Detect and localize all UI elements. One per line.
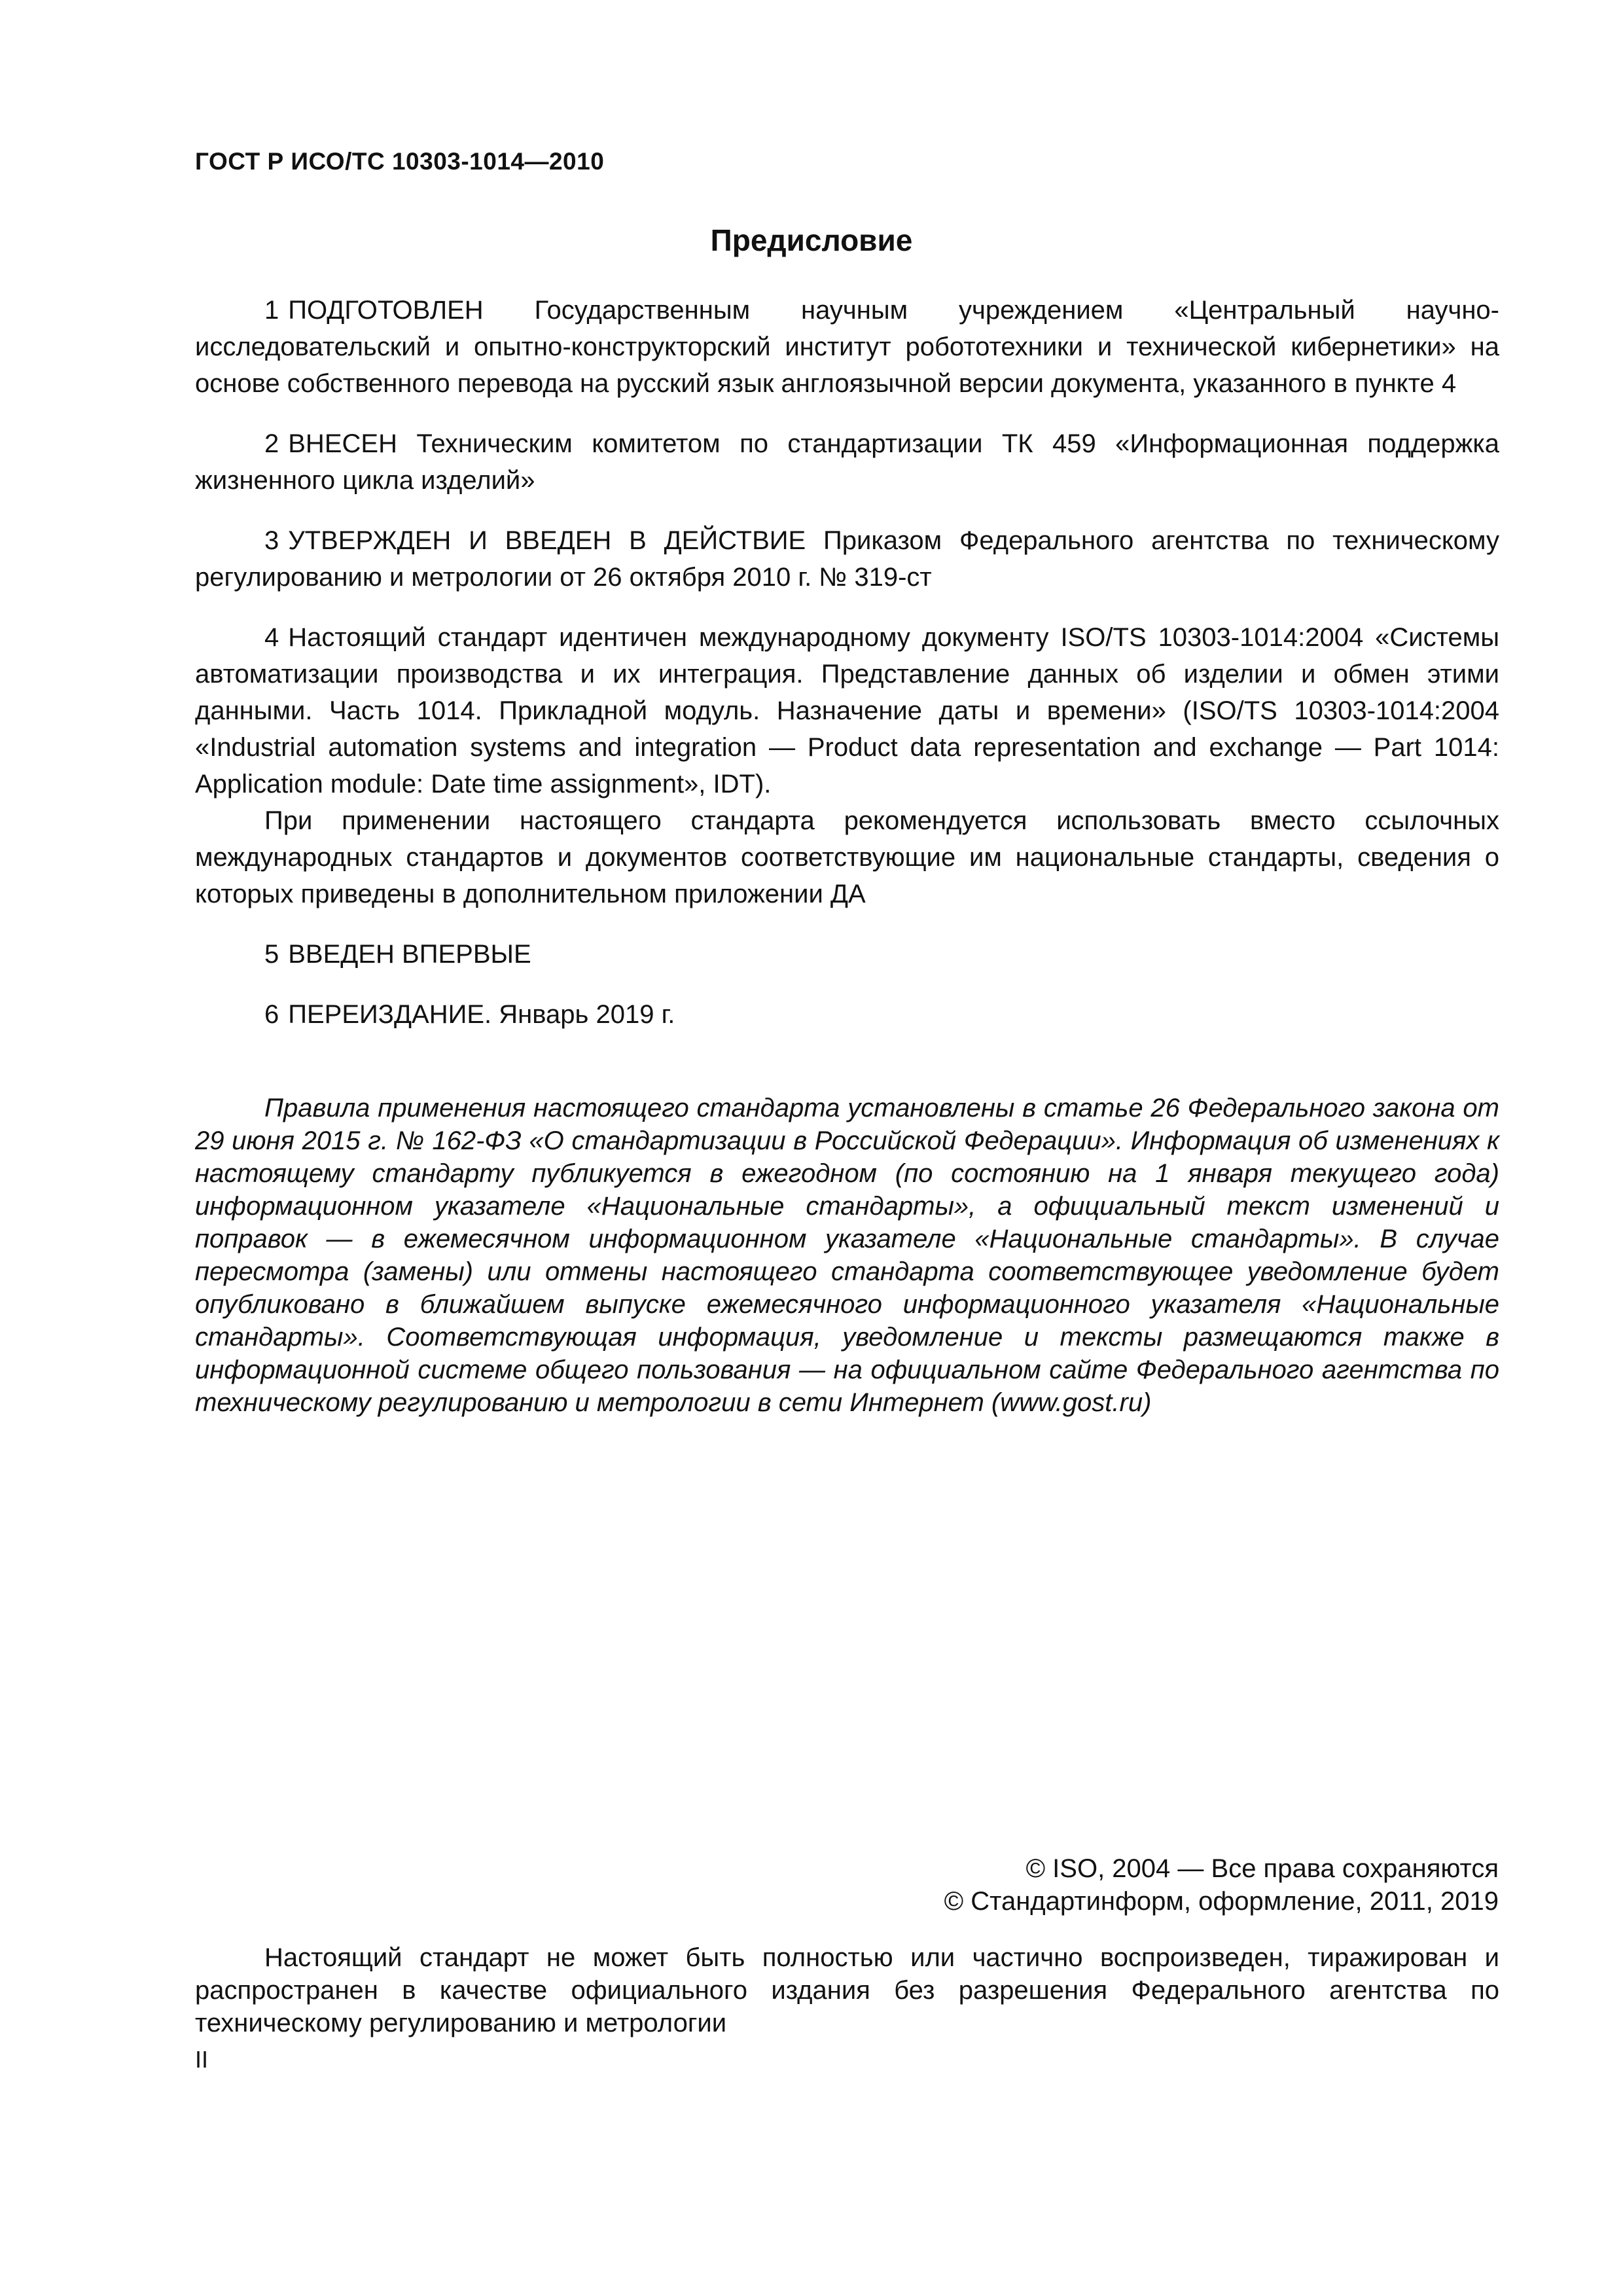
preface-item-5 [195,936,1499,973]
item-text: УТВЕРЖДЕН И ВВЕДЕН В ДЕЙСТВИЕ Приказом Федерального агентства по техническому регулированию и метрологии от 26 октября 2010 г. № 319-ст [195,526,1499,592]
item-text: ПОДГОТОВЛЕН Государственным научным учреждением «Центральный научно-исследовательский и опытно-конструкторский институт робототехники и технической кибернетики» на основе собственного перевода на русский язык англоязычной версии документа, указанного в пункте 4 [195,296,1499,398]
preface-item-1 [195,292,1499,402]
copyright-iso: © ISO, 2004 — Все права сохраняются [1026,1854,1499,1883]
page-number: II [195,2046,209,2073]
item-number: 2 [264,429,279,458]
preface-item-6 [195,996,1499,1033]
item-number: 1 [264,296,279,325]
copyright-standartinform: © Стандартинформ, оформление, 2011, 2019 [944,1887,1499,1916]
preface-body [195,292,1499,1033]
item-text: Настоящий стандарт идентичен международному документу ISO/TS 10303-1014:2004 «Системы автоматизации производства и их интеграция. Представление данных об изделии и обмен этими данными. Часть 1014. Прикладной модуль. Назначение даты и времени» (ISO/TS 10303-1014:2004 «Industrial automation systems and integration — Product data representation and exchange — Part 1014: Application module: Date time assignment», IDT). [195,623,1499,798]
page-title: Предисловие [710,223,913,257]
item-text: ВВЕДЕН ВПЕРВЫЕ [288,940,531,969]
preface-item-3 [195,522,1499,596]
item-number: 4 [264,623,279,652]
item-text: ПЕРЕИЗДАНИЕ. Январь 2019 г. [288,1000,675,1029]
document-code: ГОСТ Р ИСО/ТС 10303-1014—2010 [195,148,605,175]
preface-item-4 [195,619,1499,802]
preface-item-2 [195,425,1499,499]
item-number: 6 [264,1000,279,1029]
legal-notice: Правила применения настоящего стандарта установлены в статье 26 Федерального закона от 29 июня 2015 г. № 162-ФЗ «О стандартизации в Российской Федерации». Информация об изменениях к настоящему стандарту публикуется в ежегодном (по состоянию на 1 января текущего года) информационном указателе «Национальные стандарты», а официальный текст изменений и поправок — в ежемесячном информационном указателе «Национальные стандарты». В случае пересмотра (замены) или отмены настоящего стандарта соответствующее уведомление будет опубликовано в ближайшем выпуске ежемесячного информационного указателя «Национальные стандарты». Соответствующая информация, уведомление и тексты размещаются также в информационной системе общего пользования — на официальном сайте Федерального агентства по техническому регулированию и метрологии в сети Интернет (www.gost.ru) [195,1094,1499,1417]
item-text: ВНЕСЕН Техническим комитетом по стандартизации ТК 459 «Информационная поддержка жизненного цикла изделий» [195,429,1499,495]
preface-item-4-note: При применении настоящего стандарта рекомендуется использовать вместо ссылочных международных стандартов и документов соответствующие им национальные стандарты, сведения о которых приведены в дополнительном приложении ДА [195,806,1499,908]
item-number: 5 [264,940,279,969]
copyright-block [944,1852,1499,1918]
reproduction-notice: Настоящий стандарт не может быть полностью или частично воспроизведен, тиражирован и распространен в качестве официального издания без разрешения Федерального агентства по техническому регулированию и метрологии [195,1943,1499,2037]
item-number: 3 [264,526,279,555]
